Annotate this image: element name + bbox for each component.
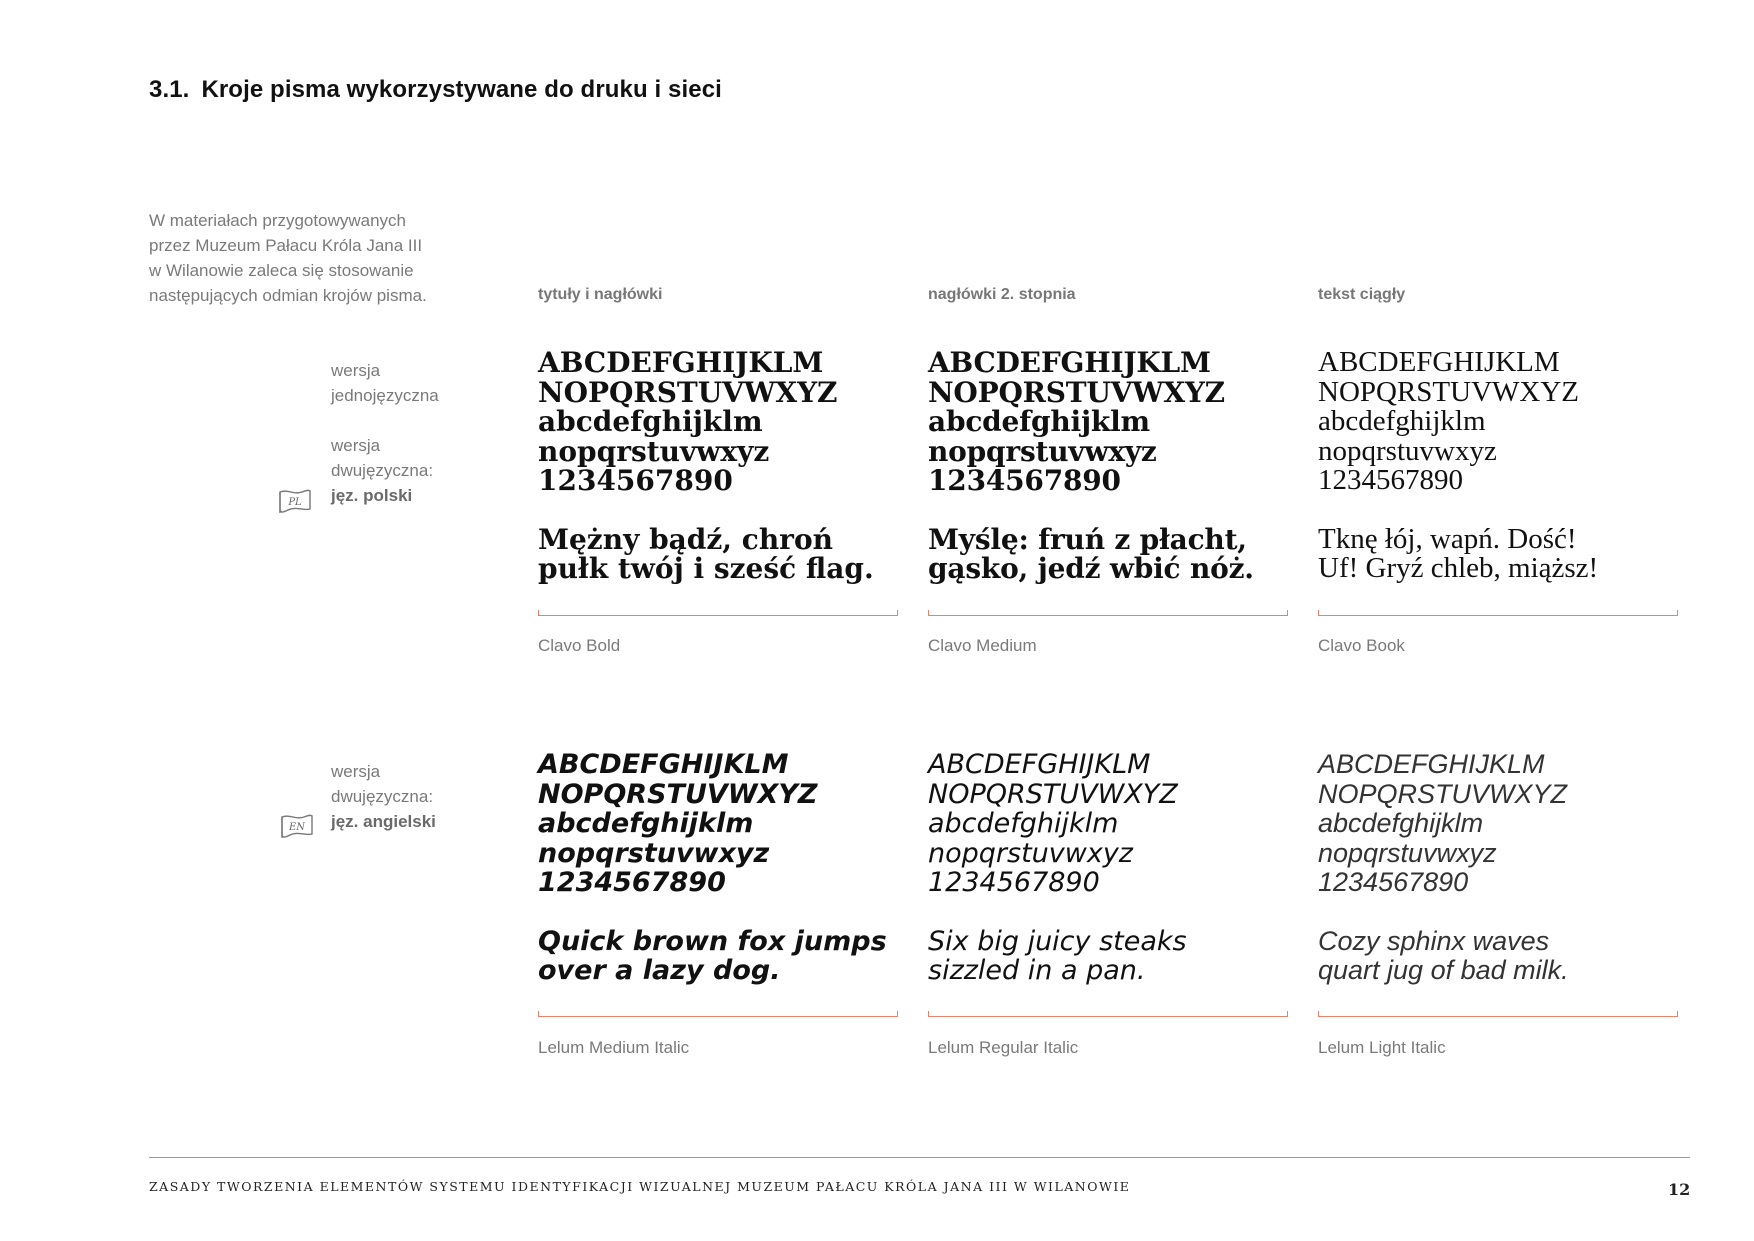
specimen-sample-2: Uf! Gryź chleb, miąższ! — [1318, 552, 1599, 584]
accent-rule — [1318, 610, 1678, 616]
specimen-lower-2: nopqrstuvwxyz — [928, 434, 1157, 468]
specimen-upper-1: ABCDEFGHIJKLM — [928, 749, 1151, 780]
en-flag-label: EN — [288, 822, 306, 833]
version-en-line2: dwujęzyczna: — [331, 787, 434, 806]
column-heading-body: tekst ciągły — [1318, 286, 1406, 303]
page-number: 12 — [1668, 1180, 1691, 1199]
specimen-sample-2: gąsko, jedź wbić nóż. — [928, 552, 1254, 585]
specimen-lower-2: nopqrstuvwxyz — [1318, 837, 1497, 868]
intro-line: następujących odmian krojów pisma. — [149, 286, 427, 305]
specimen-upper-1: ABCDEFGHIJKLM — [928, 346, 1211, 379]
page-title — [149, 76, 722, 104]
font-name-label: Clavo Bold — [538, 636, 621, 655]
specimen-digits: 1234567890 — [538, 464, 733, 497]
specimen-sample-1: Six big juicy steaks — [928, 925, 1187, 957]
specimen-digits: 1234567890 — [928, 867, 1100, 898]
accent-rule — [1318, 1011, 1678, 1017]
accent-rule — [538, 610, 898, 616]
specimen-upper-2: NOPQRSTUVWXYZ — [928, 375, 1225, 409]
specimen-lower-1: abcdefghijklm — [1318, 808, 1484, 838]
specimen-lower-1: abcdefghijklm — [538, 808, 754, 839]
specimen-lower-2: nopqrstuvwxyz — [1318, 434, 1497, 467]
font-name-label: Clavo Medium — [928, 636, 1037, 655]
font-name-label: Clavo Book — [1318, 636, 1405, 655]
specimen-lower-1: abcdefghijklm — [538, 405, 763, 438]
specimen-sample-1: Tknę łój, wapń. Dość! — [1318, 522, 1577, 555]
footer-text: ZASADY TWORZENIA ELEMENTÓW SYSTEMU IDENTYFIKACJI WIZUALNEJ MUZEUM PAŁACU KRÓLA JANA III W WILANOWIE — [149, 1179, 1131, 1194]
specimen-digits: 1234567890 — [1318, 867, 1469, 897]
pl-flag-icon — [278, 488, 312, 514]
version-pl-line2: dwujęzyczna: — [331, 461, 434, 480]
version-mono-line2: jednojęzyczna — [331, 386, 439, 405]
font-name-label: Lelum Light Italic — [1318, 1038, 1446, 1057]
section-title-text: Kroje pisma wykorzystywane do druku i sieci — [201, 76, 722, 103]
accent-rule — [538, 1011, 898, 1017]
specimen-sample-1: Mężny bądź, chroń — [538, 522, 833, 556]
version-pl-label — [331, 433, 433, 508]
specimen-digits: 1234567890 — [1318, 464, 1463, 496]
intro-line: przez Muzeum Pałacu Króla Jana III — [149, 236, 423, 255]
specimen-upper-1: ABCDEFGHIJKLM — [1318, 346, 1560, 378]
column-heading-subheads: nagłówki 2. stopnia — [928, 286, 1076, 303]
specimen-lower-1: abcdefghijklm — [928, 405, 1150, 438]
specimen-sample-1: Quick brown fox jumps — [538, 925, 887, 957]
specimen-sample-2: quart jug of bad milk. — [1318, 955, 1569, 985]
version-pl-language: jęz. polski — [331, 486, 413, 505]
version-mono-label — [331, 358, 439, 408]
section-number: 3.1. — [149, 76, 190, 103]
font-name-label: Lelum Regular Italic — [928, 1038, 1079, 1057]
footer-divider — [149, 1157, 1690, 1158]
specimen-upper-1: ABCDEFGHIJKLM — [1318, 749, 1545, 779]
specimen-sample-2: pułk twój i sześć flag. — [538, 552, 874, 585]
specimen-upper-1: ABCDEFGHIJKLM — [538, 749, 789, 780]
version-pl-line1: wersja — [331, 436, 381, 455]
specimen-upper-2: NOPQRSTUVWXYZ — [1318, 375, 1579, 408]
en-flag-icon — [280, 813, 314, 839]
column-heading-titles: tytuły i nagłówki — [538, 286, 663, 303]
font-name-label: Lelum Medium Italic — [538, 1038, 690, 1057]
specimen-lower-1: abcdefghijklm — [928, 808, 1119, 839]
accent-rule — [928, 610, 1288, 616]
intro-paragraph — [149, 208, 469, 308]
specimen-lelum-light-italic — [1318, 750, 1688, 986]
specimen-upper-2: NOPQRSTUVWXYZ — [538, 778, 818, 810]
specimen-sample-1: Cozy sphinx waves — [1318, 925, 1550, 956]
specimen-lower-2: nopqrstuvwxyz — [538, 434, 770, 468]
intro-line: W materiałach przygotowywanych — [149, 211, 406, 230]
specimen-clavo-bold — [538, 348, 908, 584]
specimen-digits: 1234567890 — [538, 867, 726, 898]
specimen-lelum-medium-italic — [538, 750, 908, 986]
intro-line: w Wilanowie zaleca się stosowanie — [149, 261, 414, 280]
version-en-line1: wersja — [331, 762, 381, 781]
accent-rule — [928, 1011, 1288, 1017]
specimen-digits: 1234567890 — [928, 464, 1121, 497]
specimen-lelum-regular-italic — [928, 750, 1298, 986]
specimen-upper-1: ABCDEFGHIJKLM — [538, 346, 824, 379]
specimen-clavo-medium — [928, 348, 1298, 584]
version-en-language: jęz. angielski — [331, 812, 436, 831]
pl-flag-label: PL — [288, 497, 302, 508]
specimen-lower-1: abcdefghijklm — [1318, 405, 1486, 437]
version-mono-line1: wersja — [331, 361, 381, 380]
specimen-upper-2: NOPQRSTUVWXYZ — [1318, 778, 1568, 809]
specimen-lower-2: nopqrstuvwxyz — [538, 837, 770, 869]
version-en-label — [331, 759, 436, 834]
specimen-clavo-book — [1318, 348, 1688, 584]
specimen-sample-2: sizzled in a pan. — [928, 955, 1146, 986]
specimen-upper-2: NOPQRSTUVWXYZ — [928, 778, 1178, 810]
specimen-lower-2: nopqrstuvwxyz — [928, 837, 1133, 869]
specimen-sample-2: over a lazy dog. — [538, 955, 781, 986]
specimen-sample-1: Myślę: fruń z płacht, — [928, 522, 1247, 556]
specimen-upper-2: NOPQRSTUVWXYZ — [538, 375, 838, 409]
